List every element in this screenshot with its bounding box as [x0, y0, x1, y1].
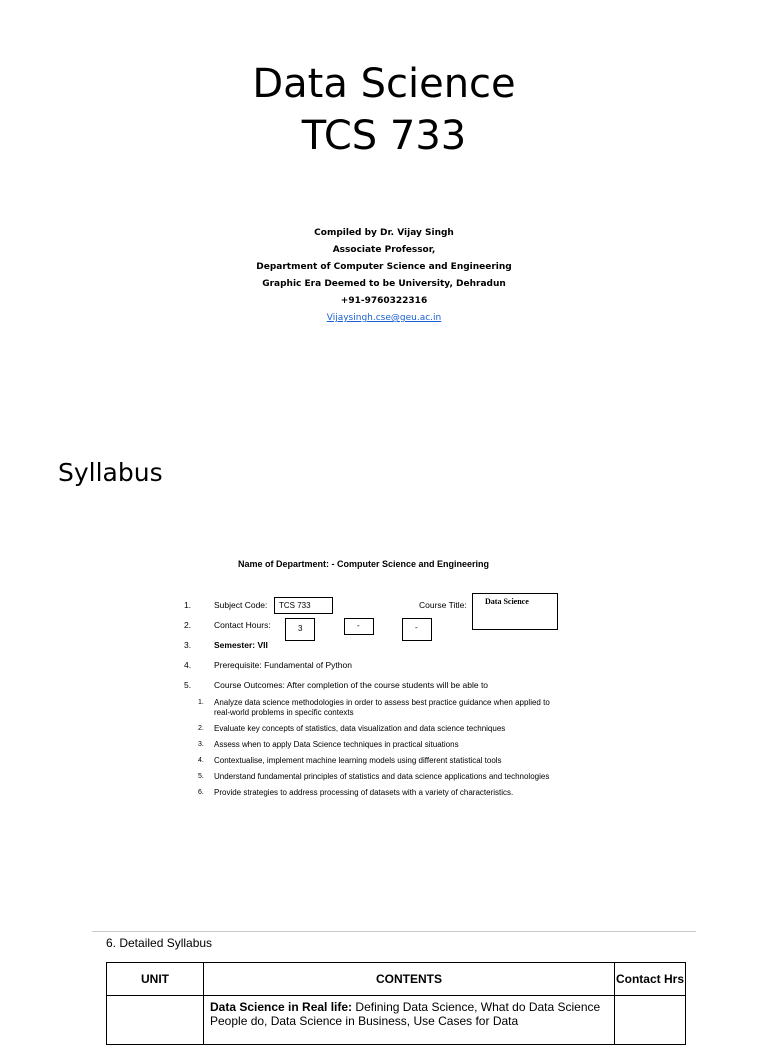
outcomes-list: [198, 698, 558, 804]
outcome-item: [198, 740, 558, 750]
course-title-label-text: Course Title:: [419, 600, 467, 610]
outcome-item: [198, 724, 558, 734]
contact-hours-lecture-box: 3: [285, 618, 315, 641]
outcome-number: 6.: [198, 789, 204, 796]
phone: +91-9760322316: [340, 296, 428, 306]
outcome-item: [198, 756, 558, 766]
hours-cell: [615, 996, 686, 1045]
item-label: Subject Code:: [214, 600, 268, 610]
document-title: [0, 58, 768, 162]
outcome-text: Assess when to apply Data Science techniques in practical situations: [214, 740, 459, 749]
outcome-item: [198, 788, 558, 798]
item-number: 4.: [184, 660, 192, 670]
author-block: [0, 225, 768, 327]
item-number: 3.: [184, 640, 192, 650]
detailed-syllabus-title: 6. Detailed Syllabus: [106, 936, 213, 950]
table-header-row: [107, 963, 686, 996]
contact-hours-tutorial-box: -: [344, 618, 374, 635]
topic-title: Data Science in Real life:: [210, 1000, 353, 1014]
outcome-number: 5.: [198, 773, 204, 780]
email-link[interactable]: Vijaysingh.cse@geu.ac.in: [326, 313, 442, 323]
compiled-by: Compiled by Dr. Vijay Singh: [314, 228, 454, 238]
university: Graphic Era Deemed to be University, Dehradun: [262, 279, 506, 289]
outcome-text: Provide strategies to address processing of datasets with a variety of characteristics.: [214, 788, 514, 797]
contents-cell: [204, 996, 615, 1045]
outcome-number: 3.: [198, 741, 204, 748]
divider: [92, 931, 696, 932]
outcome-text: Evaluate key concepts of statistics, data visualization and data science techniques: [214, 724, 506, 733]
header-contents: CONTENTS: [204, 963, 615, 996]
department-line: Name of Department: - Computer Science and Engineering: [238, 559, 490, 569]
item-number: 1.: [184, 600, 192, 610]
outcome-text: Analyze data science methodologies in order to assess best practice guidance when applied to real-world problems in specific contexts: [214, 698, 550, 717]
course-title-label: [419, 600, 467, 610]
designation: Associate Professor,: [332, 245, 436, 255]
header-unit: UNIT: [107, 963, 204, 996]
outcome-text: Understand fundamental principles of statistics and data science applications and technologies: [214, 772, 550, 781]
syllabus-heading: Syllabus: [58, 458, 163, 487]
outcome-item: [198, 772, 558, 782]
outcome-number: 2.: [198, 725, 204, 732]
item-label: Prerequisite: Fundamental of Python: [214, 660, 352, 670]
subject-code-box: TCS 733: [274, 597, 333, 614]
detailed-syllabus-table: [106, 962, 686, 1045]
item-number: 2.: [184, 620, 192, 630]
contact-hours-practical-box: -: [402, 618, 432, 641]
item-number: 5.: [184, 680, 192, 690]
title-line-2: TCS 733: [301, 113, 467, 159]
table-row: [107, 996, 686, 1045]
outcome-number: 4.: [198, 757, 204, 764]
unit-cell: [107, 996, 204, 1045]
title-line-1: Data Science: [252, 61, 516, 107]
item-label: Course Outcomes: After completion of the course students will be able to: [214, 680, 489, 690]
item-label: Semester: VII: [214, 640, 268, 650]
outcome-number: 1.: [198, 699, 204, 706]
item-label: Contact Hours:: [214, 620, 271, 630]
outcome-text: Contextualise, implement machine learning models using different statistical tools: [214, 756, 502, 765]
topic-text: Defining Data Science, What do Data Science People do, Data Science in Business, Use Cases for Data: [210, 1000, 601, 1028]
department: Department of Computer Science and Engineering: [256, 262, 512, 272]
outcome-item: [198, 698, 558, 718]
header-contact-hrs: Contact Hrs: [615, 963, 686, 996]
course-title-box: Data Science: [472, 593, 558, 630]
